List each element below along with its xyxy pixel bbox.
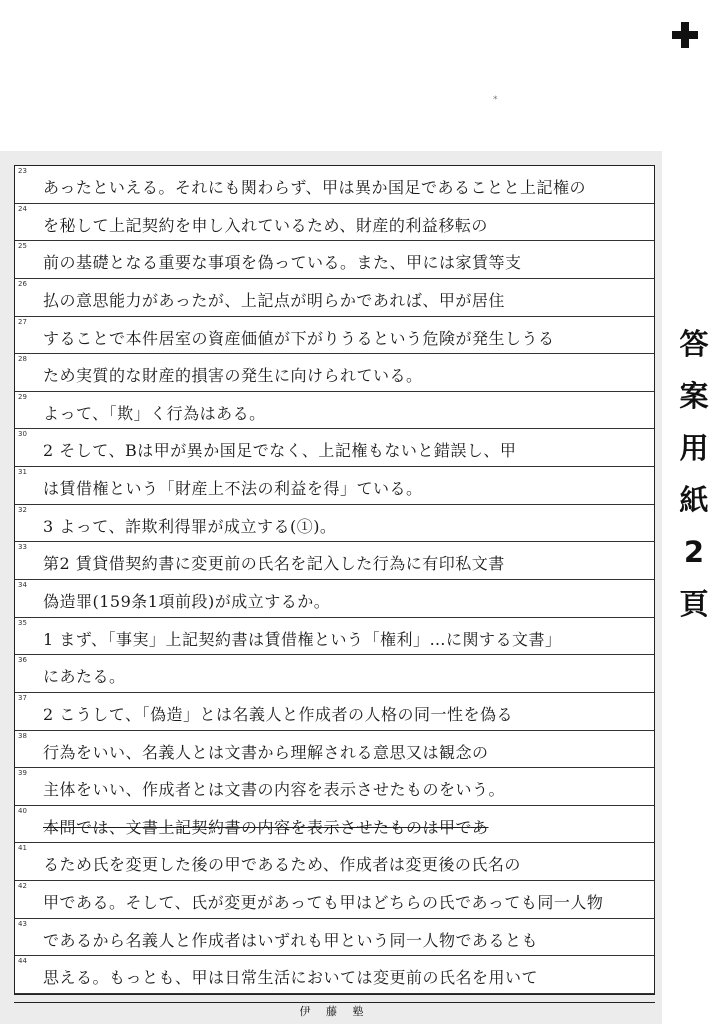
handwritten-text: あったといえる。それにも関わらず、甲は異か国足であることと上記権の (43, 178, 587, 197)
handwritten-text: 本問では、文書上記契約書の内容を表示させたものは甲であ (43, 817, 489, 837)
handwritten-text: 偽造罪(159条1項前段)が成立するか。 (43, 592, 331, 611)
line-number: 33 (18, 543, 27, 552)
line-number: 35 (18, 618, 27, 627)
side-label-char: 2 (683, 535, 705, 569)
handwritten-text: することで本件居室の資産価値が下がりうるという危険が発生しうる (43, 328, 555, 348)
handwritten-text: 1 まず、「事実」上記契約書は賃借権という「権利」…に関する文書」 (43, 629, 562, 649)
line-number: 26 (18, 279, 27, 288)
answer-line (15, 693, 654, 731)
side-label-char: 頁 (679, 587, 709, 621)
lined-writing-area (14, 165, 655, 995)
line-number: 43 (18, 919, 27, 928)
line-number: 23 (18, 167, 27, 175)
handwritten-text: 前の基礎となる重要な事項を偽っている。また、甲には家賃等支 (43, 253, 522, 273)
line-number: 25 (18, 242, 27, 251)
line-number: 44 (18, 957, 27, 966)
line-number: 36 (18, 656, 27, 665)
answer-line (15, 956, 654, 994)
answer-line (15, 354, 654, 392)
side-label-char: 案 (679, 379, 709, 413)
answer-line (15, 279, 654, 317)
answer-line (15, 317, 654, 355)
handwritten-text: は賃借権という「財産上不法の利益を得」ている。 (43, 479, 423, 499)
handwritten-text: 2 そして、Bは甲が異か国足でなく、上記権もないと錯誤し、甲 (43, 441, 517, 461)
answer-line (15, 806, 654, 844)
handwritten-text: 甲である。そして、氏が変更があっても甲はどちらの氏であっても同一人物 (43, 893, 604, 913)
line-number: 38 (18, 731, 27, 740)
line-number: 34 (18, 581, 27, 589)
handwritten-text: 行為をいい、名義人とは文書から理解される意思又は観念の (43, 742, 489, 762)
handwritten-text: であるから名義人と作成者はいずれも甲という同一人物であるとも (43, 930, 539, 950)
answer-line (15, 580, 654, 618)
footer-brand: 伊 藤 塾 (14, 1002, 655, 1021)
line-number: 39 (18, 769, 27, 778)
answer-line (15, 768, 654, 806)
line-number: 41 (18, 844, 27, 853)
side-label-char: 用 (679, 431, 709, 465)
line-number: 40 (18, 806, 27, 815)
answer-line (15, 731, 654, 769)
handwritten-text: 思える。もっとも、甲は日常生活においては変更前の氏名を用いて (43, 968, 539, 988)
answer-line (15, 166, 654, 204)
line-number: 24 (18, 204, 27, 213)
side-label-char: 紙 (679, 483, 709, 517)
side-label-char: 答 (679, 327, 709, 361)
answer-line (15, 881, 654, 919)
line-number: 27 (18, 317, 27, 326)
answer-line (15, 505, 654, 543)
line-number: 42 (18, 882, 27, 891)
answer-line (15, 542, 654, 580)
answer-line (15, 241, 654, 279)
scan-speck: * (493, 95, 498, 105)
answer-sheet (0, 151, 662, 1024)
answer-line (15, 467, 654, 505)
line-number: 32 (18, 505, 27, 514)
handwritten-text: 主体をいい、作成者とは文書の内容を表示させたものをいう。 (43, 780, 506, 800)
handwritten-text: ため実質的な財産的損害の発生に向けられている。 (43, 366, 423, 386)
answer-line (15, 919, 654, 957)
line-number: 30 (18, 430, 27, 439)
handwritten-text: るため氏を変更した後の甲であるため、作成者は変更後の氏名の (43, 855, 521, 875)
answer-line (15, 429, 654, 467)
answer-line (15, 655, 654, 693)
answer-line (15, 392, 654, 430)
handwritten-text: を秘して上記契約を申し入れているため、財産的利益移転の (43, 215, 488, 235)
side-label (676, 318, 712, 630)
answer-line (15, 843, 654, 881)
answer-line (15, 204, 654, 242)
answer-line (15, 618, 654, 656)
handwritten-text: 払の意思能力があったが、上記点が明らかであれば、甲が居住 (43, 290, 505, 310)
handwritten-text: にあたる。 (43, 667, 126, 687)
registration-plus-mark (672, 22, 698, 48)
handwritten-text: 3 よって、詐欺利得罪が成立する(①)。 (43, 516, 337, 536)
line-number: 37 (18, 693, 27, 702)
line-number: 28 (18, 355, 27, 364)
handwritten-text: よって、「欺」く行為はある。 (43, 403, 266, 423)
line-number: 31 (18, 468, 27, 477)
line-number: 29 (18, 392, 27, 401)
handwritten-text: 2 こうして、「偽造」とは名義人と作成者の人格の同一性を偽る (43, 704, 513, 724)
handwritten-text: 第2 賃貸借契約書に変更前の氏名を記入した行為に有印私文書 (43, 554, 505, 574)
